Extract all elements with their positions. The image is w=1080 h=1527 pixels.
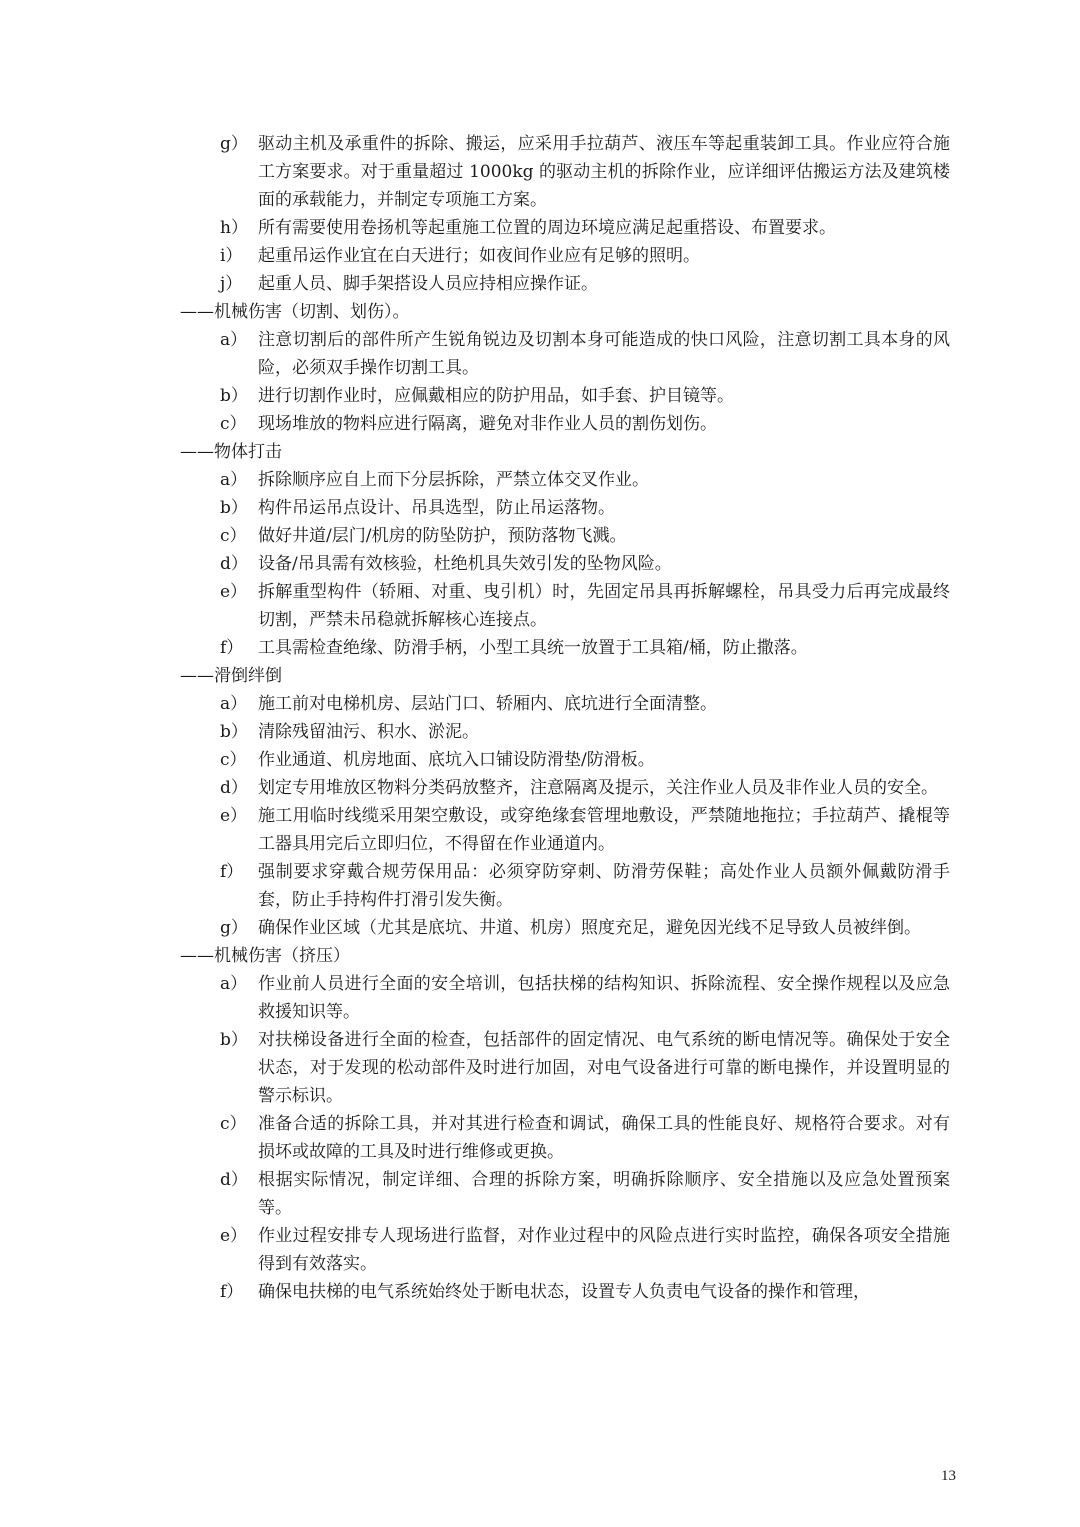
hazard-section: [180, 298, 950, 438]
list-item-text: 作业前人员进行全面的安全培训，包括扶梯的结构知识、拆除流程、安全操作规程以及应急救援知识等。: [258, 974, 950, 1022]
list-item: [180, 270, 950, 298]
list-item-text: 所有需要使用卷扬机等起重施工位置的周边环境应满足起重搭设、布置要求。: [258, 218, 836, 238]
list-item: [180, 326, 950, 382]
list-item-text: 构件吊运吊点设计、吊具选型，防止吊运落物。: [258, 498, 615, 518]
list-item: [180, 690, 950, 718]
list-item-text: 起重吊运作业宜在白天进行；如夜间作业应有足够的照明。: [258, 246, 700, 266]
list-item-marker: e）: [220, 1226, 248, 1246]
section-heading: ——机械伤害（挤压）: [180, 946, 350, 966]
list-item: [180, 214, 950, 242]
page-number: 13: [941, 1468, 956, 1484]
list-item-marker: e）: [220, 582, 248, 602]
list-item-text: 进行切割作业时，应佩戴相应的防护用品，如手套、护目镜等。: [258, 386, 734, 406]
list-item-text: 划定专用堆放区物料分类码放整齐，注意隔离及提示，关注作业人员及非作业人员的安全。: [258, 778, 938, 798]
list-item-text: 现场堆放的物料应进行隔离，避免对非作业人员的割伤划伤。: [258, 414, 717, 434]
hazard-section: [180, 662, 950, 942]
list-item-marker: a）: [220, 330, 248, 350]
list-item-marker: c）: [220, 414, 247, 434]
list-item-text: 工具需检查绝缘、防滑手柄，小型工具统一放置于工具箱/桶，防止撒落。: [258, 638, 808, 658]
list-item-marker: i）: [220, 246, 243, 266]
list-item-text: 驱动主机及承重件的拆除、搬运，应采用手拉葫芦、液压车等起重装卸工具。作业应符合施工方案要求。对于重量超过 1000kg 的驱动主机的拆除作业，应详细评估搬运方法及建筑楼面的承载能力，并制定专项施工方案。: [258, 134, 950, 210]
list-item: [180, 466, 950, 494]
list-item: [180, 802, 950, 858]
list-item-text: 拆解重型构件（轿厢、对重、曳引机）时，先固定吊具再拆解螺栓，吊具受力后再完成最终切割，严禁未吊稳就拆解核心连接点。: [258, 582, 950, 630]
list-item: [180, 1166, 950, 1222]
list-item-text: 确保电扶梯的电气系统始终处于断电状态，设置专人负责电气设备的操作和管理，: [258, 1282, 870, 1302]
list-item: [180, 914, 950, 942]
list-item: [180, 718, 950, 746]
list-item: [180, 494, 950, 522]
list-item: [180, 522, 950, 550]
list-item-text: 施工用临时线缆采用架空敷设，或穿绝缘套管埋地敷设，严禁随地拖拉；手拉葫芦、撬棍等工器具用完后立即归位，不得留在作业通道内。: [258, 806, 950, 854]
list-item-marker: c）: [220, 526, 247, 546]
list-item: [180, 1110, 950, 1166]
list-item-marker: a）: [220, 974, 248, 994]
list-item-text: 作业过程安排专人现场进行监督，对作业过程中的风险点进行实时监控，确保各项安全措施得到有效落实。: [258, 1226, 950, 1274]
list-item-text: 拆除顺序应自上而下分层拆除，严禁立体交叉作业。: [258, 470, 649, 490]
list-item-marker: b）: [220, 722, 248, 742]
list-item-marker: e）: [220, 806, 248, 826]
list-item-marker: c）: [220, 750, 247, 770]
list-item-marker: c）: [220, 1114, 247, 1134]
list-item-text: 作业通道、机房地面、底坑入口铺设防滑垫/防滑板。: [258, 750, 655, 770]
list-item-text: 起重人员、脚手架搭设人员应持相应操作证。: [258, 274, 598, 294]
list-item-text: 强制要求穿戴合规劳保用品：必须穿防穿刺、防滑劳保鞋；高处作业人员额外佩戴防滑手套，防止手持构件打滑引发失衡。: [258, 862, 950, 910]
list-item-text: 根据实际情况，制定详细、合理的拆除方案，明确拆除顺序、安全措施以及应急处置预案等。: [258, 1170, 950, 1218]
list-item: [180, 130, 950, 214]
list-item-text: 设备/吊具需有效核验，杜绝机具失效引发的坠物风险。: [258, 554, 672, 574]
list-item: [180, 382, 950, 410]
list-item: [180, 242, 950, 270]
section-heading: ——滑倒绊倒: [180, 666, 282, 686]
list-item-marker: g）: [220, 134, 248, 154]
list-item-text: 准备合适的拆除工具，并对其进行检查和调试，确保工具的性能良好、规格符合要求。对有损坏或故障的工具及时进行维修或更换。: [258, 1114, 950, 1162]
list-item: [180, 634, 950, 662]
list-item-marker: a）: [220, 694, 248, 714]
list-item-marker: d）: [220, 778, 248, 798]
list-item-marker: f）: [220, 1282, 244, 1302]
list-item-text: 清除残留油污、积水、淤泥。: [258, 722, 479, 742]
list-item-marker: b）: [220, 386, 248, 406]
list-item-marker: f）: [220, 862, 244, 882]
list-item-marker: a）: [220, 470, 248, 490]
list-item-marker: h）: [220, 218, 248, 238]
list-item: [180, 1222, 950, 1278]
list-item-text: 确保作业区域（尤其是底坑、井道、机房）照度充足，避免因光线不足导致人员被绊倒。: [258, 918, 921, 938]
list-item: [180, 410, 950, 438]
list-item: [180, 970, 950, 1026]
list-item-marker: f）: [220, 638, 244, 658]
hazard-section: [180, 438, 950, 662]
list-item-marker: j）: [220, 274, 243, 294]
list-item-marker: g）: [220, 918, 248, 938]
list-item-marker: d）: [220, 1170, 248, 1190]
hazard-section: [180, 130, 950, 298]
list-item-text: 施工前对电梯机房、层站门口、轿厢内、底坑进行全面清整。: [258, 694, 717, 714]
list-item-marker: d）: [220, 554, 248, 574]
list-item-text: 做好井道/层门/机房的防坠防护，预防落物飞溅。: [258, 526, 627, 546]
list-item-marker: b）: [220, 498, 248, 518]
document-body: [180, 130, 950, 1306]
list-item: [180, 858, 950, 914]
list-item: [180, 746, 950, 774]
list-item: [180, 550, 950, 578]
list-item: [180, 774, 950, 802]
list-item-marker: b）: [220, 1030, 248, 1050]
list-item-text: 注意切割后的部件所产生锐角锐边及切割本身可能造成的快口风险，注意切割工具本身的风险，必须双手操作切割工具。: [258, 330, 950, 378]
section-heading: ——机械伤害（切割、划伤）。: [180, 302, 410, 322]
list-item-text: 对扶梯设备进行全面的检查，包括部件的固定情况、电气系统的断电情况等。确保处于安全状态，对于发现的松动部件及时进行加固，对电气设备进行可靠的断电操作，并设置明显的警示标识。: [258, 1030, 950, 1106]
list-item: [180, 1026, 950, 1110]
hazard-section: [180, 942, 950, 1306]
section-heading: ——物体打击: [180, 442, 282, 462]
list-item: [180, 578, 950, 634]
list-item: [180, 1278, 950, 1306]
